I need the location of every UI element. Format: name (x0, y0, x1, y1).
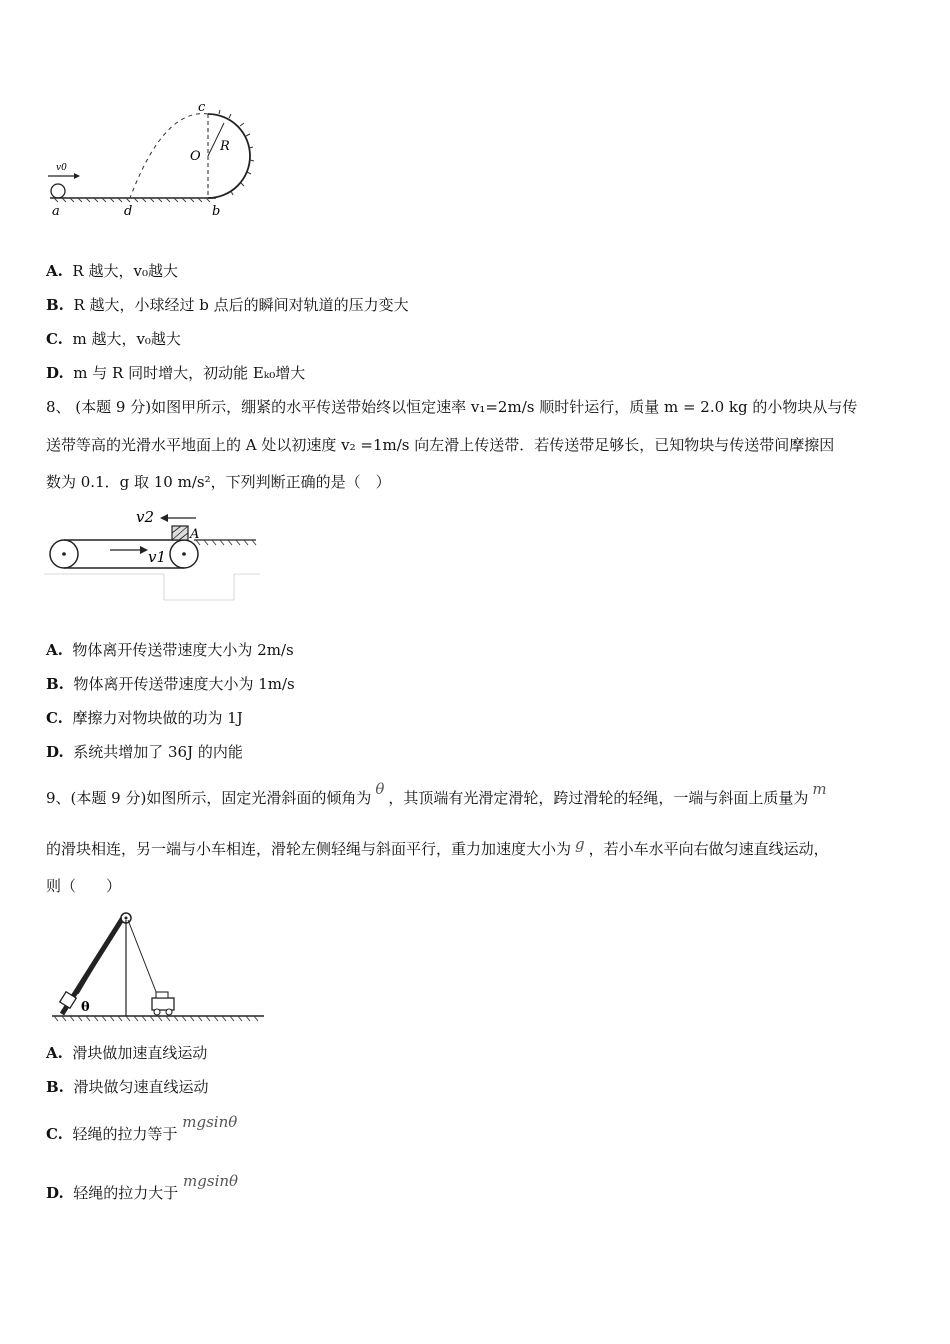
q7-option-d-letter: D. (46, 364, 64, 382)
q9-option-b-text: 滑块做匀速直线运动 (73, 1078, 209, 1096)
q7-option-c-text: m 越大，v₀越大 (72, 330, 181, 348)
q9-option-d-text: 轻绳的拉力大于 (73, 1184, 179, 1202)
q8-option-a-letter: A. (46, 641, 63, 659)
q8-option-c-text: 摩擦力对物块做的功为 1J (72, 709, 243, 727)
q7-option-c-letter: C. (46, 330, 63, 348)
q8-option-b-letter: B. (46, 675, 64, 693)
q8-stem-line-1: 8、 (本题 9 分)如图甲所示，绷紧的水平传送带始终以恒定速率 v₁=2m/s 顺时针运行，质量 m = 2.0 kg 的小物块从与传 (46, 398, 858, 416)
q7-label-v0: v0 (56, 163, 67, 173)
q8-option-c (46, 708, 243, 728)
q8-option-a (46, 640, 294, 660)
q7-label-O: O (190, 149, 201, 164)
q8-label-A: A (190, 527, 200, 542)
q8-option-a-text: 物体离开传送带速度大小为 2m/s (72, 641, 294, 659)
q7-option-b-letter: B. (46, 296, 64, 314)
q9-stem-part3: 的滑块相连，另一端与小车相连，滑轮左侧轻绳与斜面平行，重力加速度大小为 (46, 840, 572, 858)
q8-stem-line-3: 数为 0.1．g 取 10 m/s²，下列判断正确的是（ ） (46, 473, 391, 491)
q7-option-b-text: R 越大，小球经过 b 点后的瞬间对轨道的压力变大 (73, 296, 409, 314)
q9-option-d (46, 1172, 239, 1203)
q8-figure (44, 502, 264, 606)
q8-stem-line-2: 送带等高的光滑水平地面上的 A 处以初速度 v₂ =1m/s 向左滑上传送带．若传送带足够长，已知物块与传送带间摩擦因 (46, 436, 835, 454)
q7-label-R: R (220, 139, 230, 154)
q7-figure (44, 98, 264, 223)
q7-option-d (46, 363, 305, 383)
q9-symbol-theta: θ (375, 780, 385, 798)
q9-symbol-g: g (575, 835, 585, 853)
q7-label-c: c (198, 100, 206, 115)
q7-option-a (46, 261, 178, 281)
q9-stem-part4: ，若小车水平向右做匀速直线运动， (588, 840, 829, 858)
q9-symbol-m: m (812, 780, 827, 798)
q7-option-a-text: R 越大，v₀越大 (72, 262, 178, 280)
q9-option-d-letter: D. (46, 1184, 64, 1202)
q9-stem-part2: ，其顶端有光滑定滑轮，跨过滑轮的轻绳，一端与斜面上质量为 (388, 789, 809, 807)
q7-label-b: b (212, 204, 221, 219)
q9-option-c-text: 轻绳的拉力等于 (72, 1125, 178, 1143)
q7-option-d-text: m 与 R 同时增大，初动能 Eₖ₀增大 (73, 364, 306, 382)
q9-option-c-letter: C. (46, 1125, 63, 1143)
q9-option-a (46, 1043, 207, 1063)
q7-label-d: d (124, 204, 133, 219)
q9-option-b-letter: B. (46, 1078, 64, 1096)
q8-option-c-letter: C. (46, 709, 63, 727)
q9-option-b (46, 1077, 208, 1097)
q9-stem-line-1 (46, 780, 827, 808)
q8-option-d-text: 系统共增加了 36J 的内能 (73, 743, 243, 761)
q7-option-b (46, 295, 409, 315)
q9-option-a-letter: A. (46, 1044, 63, 1062)
q8-option-b (46, 674, 295, 694)
q9-option-a-text: 滑块做加速直线运动 (72, 1044, 208, 1062)
q8-option-d-letter: D. (46, 743, 64, 761)
q9-stem-line-2 (46, 835, 829, 859)
q7-label-a: a (52, 204, 60, 219)
q9-stem-part1: 9、(本题 9 分)如图所示，固定光滑斜面的倾角为 (46, 789, 372, 807)
q8-label-v1: v1 (148, 548, 167, 566)
q9-figure (48, 906, 270, 1028)
q9-option-c-math: mgsinθ (182, 1113, 238, 1131)
q8-option-b-text: 物体离开传送带速度大小为 1m/s (73, 675, 295, 693)
q8-label-v2: v2 (136, 508, 155, 526)
q9-option-d-math: mgsinθ (183, 1172, 239, 1190)
q9-option-c (46, 1113, 238, 1144)
q9-label-theta: θ (81, 1000, 90, 1015)
q9-stem-line-3: 则（ ） (46, 877, 122, 895)
q7-option-a-letter: A. (46, 262, 63, 280)
q7-option-c (46, 329, 181, 349)
q8-option-d (46, 742, 243, 762)
